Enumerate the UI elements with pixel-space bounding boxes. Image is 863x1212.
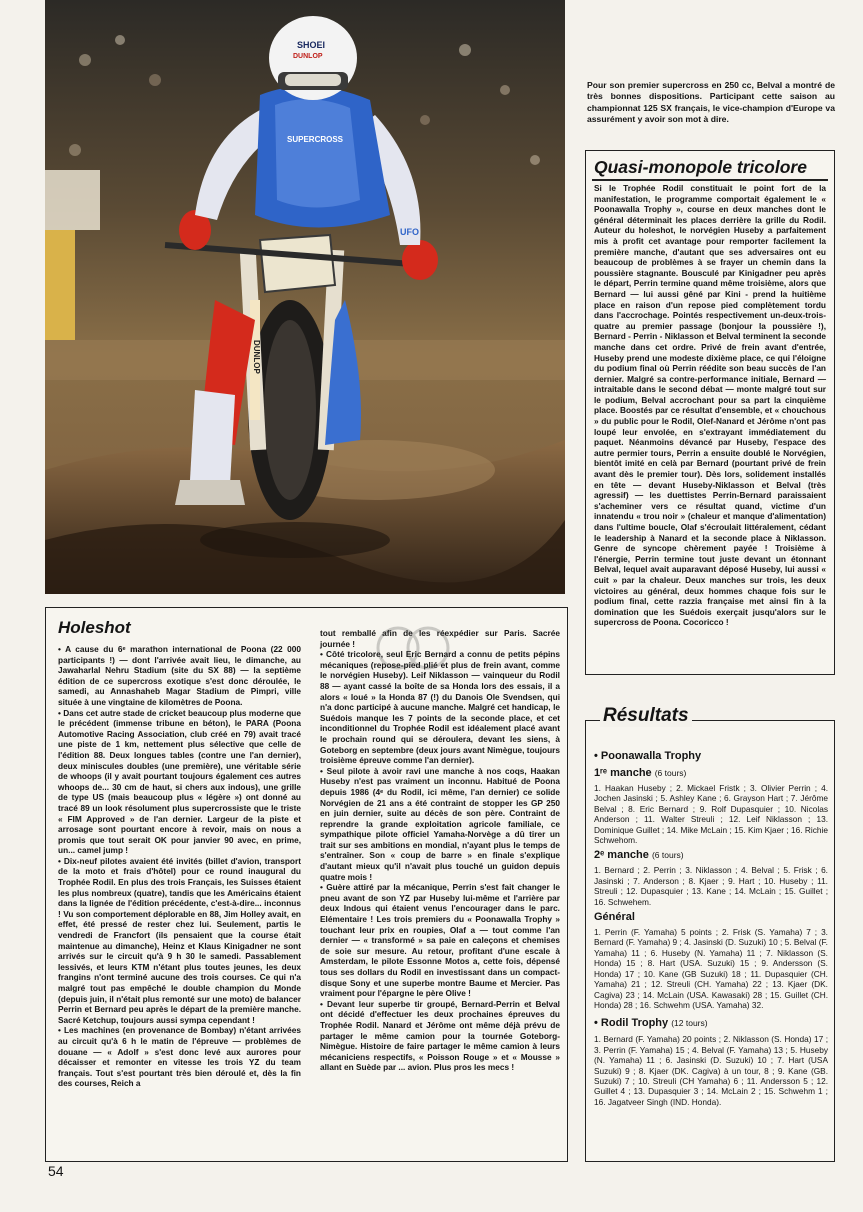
page-number: 54 xyxy=(48,1163,64,1179)
rodil-heading xyxy=(594,1017,828,1029)
holeshot-paragraph: • Dans cet autre stade de cricket beaucoup plus moderne que le précédent (immense tribune en béton), le PARA (Poona Automotive Racing Association, club créé en 79) avait tracé une piste de 1 km, nettement plus sélective que celle de l'édition 88. Deux longues tables (contre une l'an dernier), deux miniscules doubles (une première), une véritable série de whoops (il y avait pourtant toujours également ces autres whoops de... 30 cm de haut, si chers aux indous), une grille de type US (mais beaucoup plus « légère ») ont donné au tracé 89 un look résolument plus supercrossiste que le triste « FIM Approved » de l'an dernier. Largeur de la piste et arrosage sont pourtant encore à revoir, mais on nous a promis que tout serait OK pour janvier 90 avec, en prime, un... camel jump ! xyxy=(58,707,301,856)
title-divider xyxy=(592,179,828,181)
holeshot-title: Holeshot xyxy=(58,618,131,637)
holeshot-paragraph: • Seul pilote à avoir ravi une manche à nos coqs, Haakan Huseby n'est pas vraiment un inconnu. Habitué de Poona depuis 1986 (4ᵉ du Rodil, ici même, l'an dernier) ce solide Norvégien de 21 ans a été contraint de stopper les GP 250 en juin dernier, suite au décès de son père. Contraint de reprendre la grande exploitation agricole familiale, ce sympathique pilote officiel Yamaha-Norvège a dû tirer un trait sur ses ambitions en mondial, n'ayant plus le temps de s'entraîner. Son « coup de barre » en finale s'explique d'autant mieux qu'il n'avait plus touché un guidon depuis quatre mois ! xyxy=(320,765,560,882)
quasi-body: Si le Trophée Rodil constituait le point fort de la manifestation, le programme comportait également le « Poonawalla Trophy », course en deux manches dont le général déterminait les places derrière la grille du Rodil. Auteur du holeshot, le norvégien Huseby a parfaitement mis à profit cet avantage pour remporter facilement la première manche, d'autant que ses adversaires ont eu beaucoup de problèmes à se frayer un chemin dans la poussière stagnante. Bousculé par Kinigadner peu après le départ, Perrin termine quand même troisième, alors que Bernard — lui aussi gêné par Kini - prend la huitième place en raison d'un repose pied complètement tordu dans l'accrochage. Pointés respectivement un-deux-trois-quatre au premier passage (bonjour la poussière !), Bernard - Perrin - Niklasson et Belval terminent la seconde manche dans cet ordre. Privé de frein avant d'entrée, Huseby prend une modeste dixième place, ce qui l'éloigne du podium final où Perrin réédite son beau succès de l'an dernier. Malgré sa contre-performance initiale, Bernard — intraitable dans le second débat — monte malgré tout sur le podium, Belval accrochant pour sa part la cinquième place. Boostés par ce résultat d'ensemble, et « chouchous » du public pour le Rodil, Olef-Nanard et Jérôme n'ont pas loupé leur envolée, en s'extrayant immédiatement du paquet. Néanmoins dévancé par Huseby, l'espace des autre permier tours, Perrin a ensuite doublé le Norvégien, bientôt imité en celà par Bernard (pourtant privé de frein avant dès le premier tour). Dès lors, solidement installés en tête — devant Huseby-Niklasson et Belval (très agressif) — les duettistes Perrin-Bernard paraissaient s'acheminer vers ce résultat quand, victime d'un innatendu « trou noir » (chaleur et manque d'alimentation) dans l'ultime boucle, Olaf s'écroulait littéralement, cédant le leadership à Nanard et la seconde place à Niklasson. Genre de syncope chèrement payée ! Troisième à l'énergie, Perrin termine tout juste devant un étonnant Belval, lequel avait auparavant déposé Huseby, lui aussi « cuit » par la chaleur. Deux manches sur trois, les deux victoires au général, deux hommes chaque fois sur le podium final, cette razzia française met ainsi fin à la domination que les Suédois exerçait jusqu'alors sur le supercross de Poona. Cocoricco ! xyxy=(594,183,826,628)
results-body xyxy=(594,743,828,1109)
manche-2-results: 1. Bernard ; 2. Perrin ; 3. Niklasson ; 4. Belval ; 5. Frisk ; 6. Jasinski ; 7. Anderson ; 8. Kjaer ; 9. Hart ; 10. Huseby ; 11. Streuli ; 12. Dupasquier ; 13. Kane ; 14. McLain ; 15. Guillet ; 16. Schwehem. xyxy=(594,865,828,907)
general-title: Général xyxy=(594,911,635,924)
holeshot-column-2 xyxy=(320,628,560,1073)
photo-caption: Pour son premier supercross en 250 cc, Belval a montré de très bonnes dispositions. Participant cette saison au championnat 125 SX français, le vice-champion d'Europe va assurément y avoir son mot à dire. xyxy=(587,80,835,125)
jersey-text: SUPERCROSS xyxy=(287,135,344,144)
holeshot-paragraph: • A cause du 6ᵉ marathon international de Poona (22 000 participants !) — dont l'arrivée avait lieu, le dimanche, au Jawaharlal Nehru Stadium (site du SX 88) — la septième édition de ce supercross exotique s'est donc déroulée, le samedi, au Annashaheb Magar Stadium de Pimpri, ville située à une vingtaine de kilomètres de Poona. xyxy=(58,644,301,707)
watermark-logo xyxy=(373,623,463,673)
manche-2-tours: (6 tours) xyxy=(651,850,684,861)
manche-2-heading xyxy=(594,849,828,861)
quasi-monopole-box xyxy=(585,150,835,675)
holeshot-paragraph: tout remballé afin de les réexpédier sur Paris. Sacrée journée ! xyxy=(320,628,560,649)
holeshot-paragraph: • Guère attiré par la mécanique, Perrin s'est fait changer le pneu avant de son YZ par Huseby lui-même et l'arrière par deux Indous qui étaient venus l'encourager dans le parc. Elémentaire ! Les trois premiers du « Poonawalla Trophy » touchant leur prix en roupies, Olaf a — tout comme l'an dernier — « transformé » sa paie en caleçons et chemises de soie sur mesure. Au retour, profitant d'une escale à Amsterdam, le pilote Essonne Motos a, cette fois, dépensé tous ses dollars du Rodil en investissant dans un compact-disque Sony et une superbe montre Baume et Mercier. Pas vraiment pour l'épargne le père Olive ! xyxy=(320,882,560,999)
holeshot-paragraph: • Les machines (en provenance de Bombay) n'étant arrivées au circuit qu'à 6 h le matin de l'épreuve — problèmes de douane — « Adolf » s'est donc levé aux aurores pour décaisser et remonter en vitesse les trois YZ du team français. Tout s'est pourtant très bien déroulé et, dès la fin des courses, Reich a xyxy=(58,1025,301,1089)
motocross-photo xyxy=(45,0,565,594)
results-title: Résultats xyxy=(600,705,692,727)
manche-1-heading xyxy=(594,767,828,779)
manche-1-results: 1. Haakan Huseby ; 2. Mickael Fristk ; 3. Olivier Perrin ; 4. Jochen Jasinski ; 5. Ashley Kane ; 6. Grayson Hart ; 7. Jérôme Belval ; 8. Eric Bernard ; 9. Rolf Dupasquier ; 10. Nicolas Anderson ; 11. Walter Streuli ; 12. Leif Niklasson ; 13. Dominique Guillet ; 14. Mike McLain ; 15. Kim Kjaer ; 16. Richie Schwehom. xyxy=(594,783,828,846)
results-box xyxy=(585,720,835,1162)
poonawalla-title: • Poonawalla Trophy xyxy=(594,750,702,762)
holeshot-paragraph: • Devant leur superbe tir groupé, Bernard-Perrin et Belval ont décidé d'effectuer les deux prochaines épreuves du Trophée Rodil. Nanard et Jérôme ont même déjà prévu de partager le même camion pour la tournée Goteborg-Nimègue. Histoire de faire partager le même camion à leurs mécaniciens respectifs, « Poisson Rouge » et « Mousse » allant en Suède par ... avion. Plus pros les mecs ! xyxy=(320,998,560,1073)
helmet-brand-text: SHOEI xyxy=(297,40,326,50)
manche-1-title: 1ʳᵉ manche xyxy=(594,767,652,779)
holeshot-paragraph: • Dix-neuf pilotes avaient été invités (billet d'avion, transport de la moto et frais d'hôtel) pour ce round inaugural du Trophée Rodil. En plus des trois Français, les Suisses étaient les plus nombreux (quatre), tandis que les Américains étaient dans la lignée de l'édition précédente, c'est-à-dire... inconnus ! Vu son comportement déplorable en 88, Jim Holley avait, en effet, été pressé de rester chez lui. Seulement, partis le vendredi de Francfort (ils pensaient que la course était maintenue au dimanche), Heinz et Klaus Kinigadner ne sont arrivés sur le circuit qu'à 9 h 30 le samedi. Passablement lessivés, et leurs KTM n'étant plus toutes jeunes, les deux frangins n'ont terminé aucune des trois courses. Ce qui n'a malgré tout pas empêché le double champion du Monde (depuis juin, il n'était plus remonté sur une moto) de balancer Perrin et Bernard peu après le départ de la première manche. Sacré Ketchup, toujours aussi sympa cependant ! xyxy=(58,855,301,1025)
holeshot-column-1 xyxy=(58,644,301,1089)
quasi-title: Quasi-monopole tricolore xyxy=(594,157,807,177)
rodil-tours: (12 tours) xyxy=(671,1018,708,1029)
rodil-title: • Rodil Trophy xyxy=(594,1017,669,1030)
fork-text: DUNLOP xyxy=(252,340,261,374)
sleeve-text: UFO xyxy=(400,227,419,237)
general-results: 1. Perrin (F. Yamaha) 5 points ; 2. Frisk (S. Yamaha) 7 ; 3. Bernard (F. Yamaha) 9 ; 4. Jasinski (D. Suzuki) 10 ; 5. Belval (F. Yamaha) 11 ; 6. Huseby (N. Yamaha) 11 ; 7. Niklasson (S. Honda) 15 ; 8. Hart (USA. Suzuki) 15 ; 9. Andersson (S. Honda) 17 ; 10. Kane (GB Suzuki) 18 ; 11. Dupasquier (CH. Yamaha) 21 ; 12. Streuli (CH. Yamaha) 22 ; 13. Kjaer (DK. Cagiva) 23 ; 14. McLain (USA. Kawasaki) 28 ; 15. Guillet (CH. Honda) 28 ; 16. Schwehm (USA. Yamaha) 32. xyxy=(594,927,828,1010)
manche-2-title: 2ᵉ manche xyxy=(594,849,649,862)
holeshot-box xyxy=(45,607,568,1162)
rider-illustration xyxy=(45,0,565,594)
manche-1-tours: (6 tours) xyxy=(654,768,687,778)
holeshot-paragraph: • Côté tricolore, seul Eric Bernard a connu de petits pépins mécaniques (repose-pied plié et plus de frein avant, comme le norvégien Huseby). Leif Niklasson — vainqueur du Rodil 88 — ayant cassé la boîte de sa Honda lors des essais, il a alors « loué » la Honda 87 (!) du Danois Ole Svendsen, qui n'a donc participé à aucune manche. Malgré cet handicap, le Suédois manque les 7 points de la seconde place, et cet inconditionnel du Trophée Rodil est idéalement placé avant le prochain round qui se déroulera, devant les siens, à Goteborg en septembre (deux jours avant Nimègue, toujours troisième épreuve comme l'an dernier). xyxy=(320,649,560,766)
rodil-results: 1. Bernard (F. Yamaha) 20 points ; 2. Niklasson (S. Honda) 17 ; 3. Perrin (F. Yamaha) 15 ; 4. Belval (F. Yamaha) 13 ; 5. Huseby (N. Yamaha) 11 ; 6. Jasinski (D. Suzuki) 10 ; 7. Hart (USA Suzuki) 9 ; 8. Kjaer (DK. Cagiva) à un tour, 8 ; 9. Kane (GB. Suzuki) 7 ; 10. Streuli (CH Yamaha) 6 ; 11. Andersson 5 ; 12. Guillet 4 ; 13. Dupasquier 3 ; 14. McLain 2 ; 15. Schwehm 1 ; 16. Jagatveer Singh (IND. Honda). xyxy=(594,1034,828,1107)
helmet-sponsor-text: DUNLOP xyxy=(293,53,323,60)
